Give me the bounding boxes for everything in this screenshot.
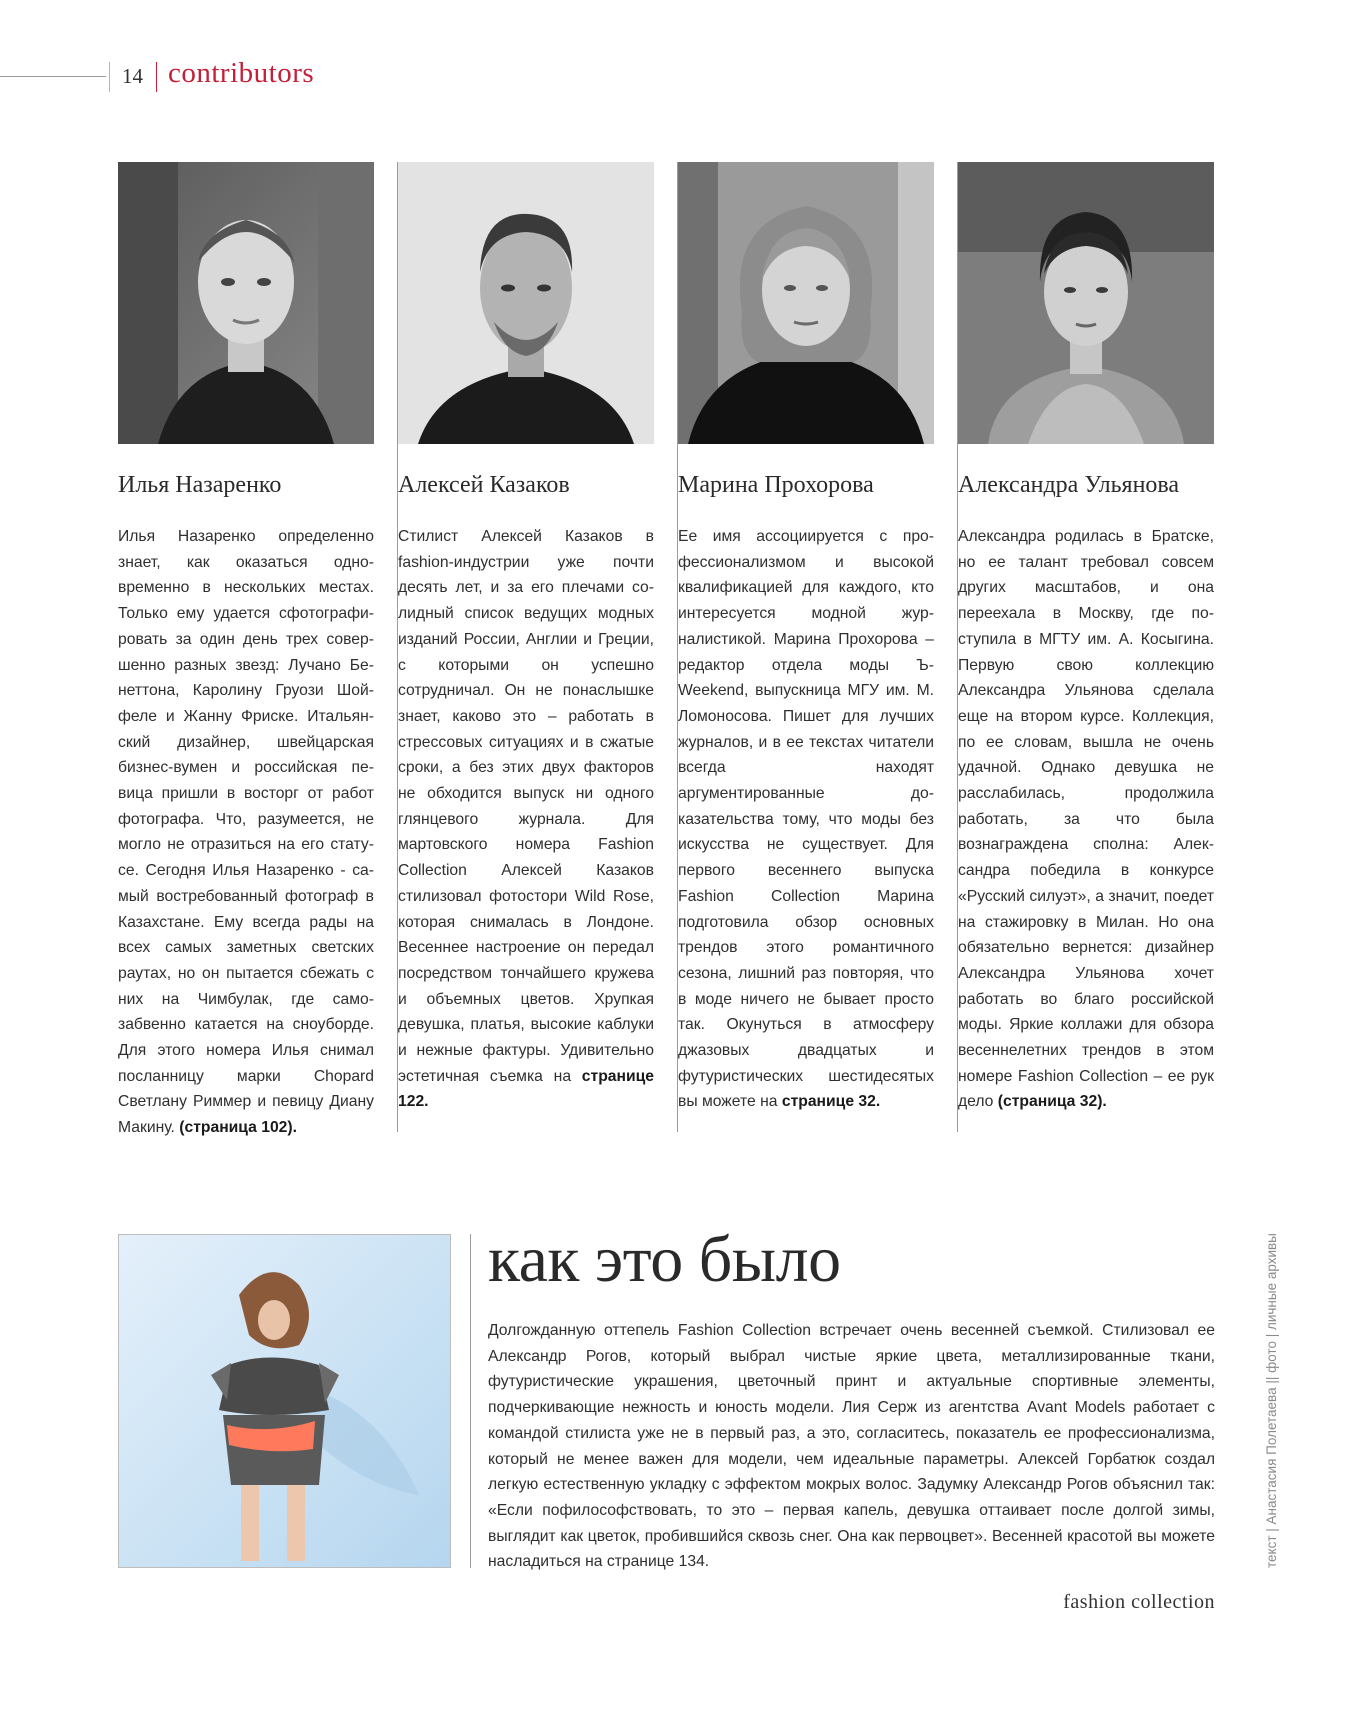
page-reference: (страница 102). xyxy=(179,1119,297,1137)
section-title: contributors xyxy=(168,57,315,89)
page-reference: (страница 32). xyxy=(997,1093,1107,1111)
contributor-name: Алексей Казаков xyxy=(398,472,570,498)
bio-text: Александра родилась в Братске, но ее талант требовал совсем других масштабов, и она переехала в Москву, где поступила в МГТУ им. А. Косыгина. Первую свою коллекцию Александра Ульянова сделала еще на втором курсе. Коллекция, по ее словам, вышла не очень удачной. Однако девушка не расслабилась, продолжила работать, за что была вознаграждена сполна: Александра победила в конкурсе «Русский силуэт», а значит, поедет на стажировку в Милан. Но она обязательно вернется: дизайнер Александра Ульянова хочет работать во благо российской моды. Яркие коллажи для обзора весеннелетних трендов в этом номере Fashion Collection – ее рук дело xyxy=(958,528,1214,1111)
photo-credit: текст | Анастасия Полетаева || фото | личные архивы xyxy=(1264,1233,1279,1568)
contributor-bio xyxy=(678,524,934,1115)
header-accent-divider xyxy=(156,62,157,92)
contributor-bio xyxy=(118,524,374,1141)
portrait-image xyxy=(398,162,654,444)
header-rule xyxy=(0,76,106,77)
portrait-image xyxy=(118,162,374,444)
contributor-card xyxy=(398,162,654,1115)
contributor-name: Александра Ульянова xyxy=(958,472,1180,498)
magazine-brand: fashion collection xyxy=(1063,1591,1215,1613)
contributor-name: Марина Прохорова xyxy=(678,472,874,498)
fashion-model-image xyxy=(119,1235,450,1567)
bio-text: Стилист Алексей Казаков в fashion-индустрии уже почти десять лет, и за его плечами солидный список ведущих модных изданий России, Англии и Греции, с которыми он успешно сотрудничал. Он не понаслышке знает, каково это – работать в стрессовых ситуациях и в сжатые сроки, а без этих двух факторов не обходится выпуск ни одного глянцевого журнала. Для мартовского номера Fashion Collection Алексей Казаков стилизовал фотостори Wild Rose, которая снималась в Лондоне. Весеннее настроение он передал посредством тончайшего кружева и объемных цветов. Хрупкая девушка, платья, высокие каблуки и нежные фактуры. Удивительно эстетичная съемка на xyxy=(398,528,654,1085)
bio-text: Илья Назаренко определенно знает, как оказаться одновременно в нескольких местах. Только ему удается сфотографировать за один день трех совершенно разных звезд: Лучано Бенеттона, Каролину Груози Шойфеле и Жанну Фриске. Итальянский дизайнер, швейцарская бизнес-вумен и российская певица пришли в восторг от работ фотографа. Что, разумеется, не могло не отразиться на его статусе. Сегодня Илья Назаренко - самый востребованный фотограф в Казахстане. Ему всегда рады на всех самых заметных светских раутах, но он пытается сбежать с них на Чимбулак, где самозабвенно катается на сноуборде. Для этого номера Илья снимал посланницу марки Chopard Светлану Риммер и певицу Диану Макину. xyxy=(118,528,374,1137)
page-reference: странице 32. xyxy=(781,1093,881,1111)
contributor-bio xyxy=(958,524,1214,1115)
contributor-name: Илья Назаренко xyxy=(118,472,282,498)
bio-text: Ее имя ассоциируется с профессионализмом и высокой квалификацией для каждого, кто интересуется модной журналистикой. Марина Прохорова – редактор отдела моды Ъ-Weekend, выпускница МГУ им. М. Ломоносова. Пишет для лучших журналов, и в ее текстах читатели всегда находят аргументированные доказательства тому, что моды без искусства не существует. Для первого весеннего выпуска Fashion Collection Марина подготовила обзор основных трендов этого романтичного сезона, лишний раз повторяя, что в моде ничего не бывает просто так. Окунуться в атмосферу джазовых двадцатых и футуристических шестидесятых вы можете на xyxy=(678,528,934,1111)
feature-body: Долгожданную оттепель Fashion Collection встречает очень весенней съемкой. Стилизовал ее Александр Рогов, который выбрал чистые яркие цвета, металлизированные ткани, футуристические украшения, цветочный принт и актуальные спортивные элементы, подчеркивающие нежность и юность модели. Лия Серж из агентства Avant Models работает с командой стилиста уже не в первый раз, а это, согласитесь, показатель ее профессионализма, который не менее важен для модели, чем идеальные параметры. Алексей Горбатюк создал легкую естественную укладку с эффектом мокрых волос. Задумку Александр Рогов объяснил так: «Если пофилософствовать, то это – первая капель, девушка оттаивает после долгой зимы, выглядит как цветок, пробившийся сквозь снег. Она как первоцвет». Весенней красотой вы можете насладиться на странице 134. xyxy=(488,1322,1215,1571)
contributor-photo xyxy=(398,162,654,444)
contributor-card xyxy=(118,162,374,1141)
contributor-photo xyxy=(678,162,934,444)
contributor-card xyxy=(678,162,934,1115)
contributor-photo xyxy=(118,162,374,444)
portrait-image xyxy=(958,162,1214,444)
contributor-photo xyxy=(958,162,1214,444)
page-reference: странице 122. xyxy=(398,1067,654,1111)
feature-photo xyxy=(118,1234,451,1568)
feature-divider xyxy=(470,1234,471,1568)
page-number: 14 xyxy=(122,64,143,88)
contributor-bio xyxy=(398,524,654,1115)
feature-title: как это было xyxy=(488,1223,841,1296)
header-divider xyxy=(109,62,110,92)
contributor-card xyxy=(958,162,1214,1115)
portrait-image xyxy=(678,162,934,444)
